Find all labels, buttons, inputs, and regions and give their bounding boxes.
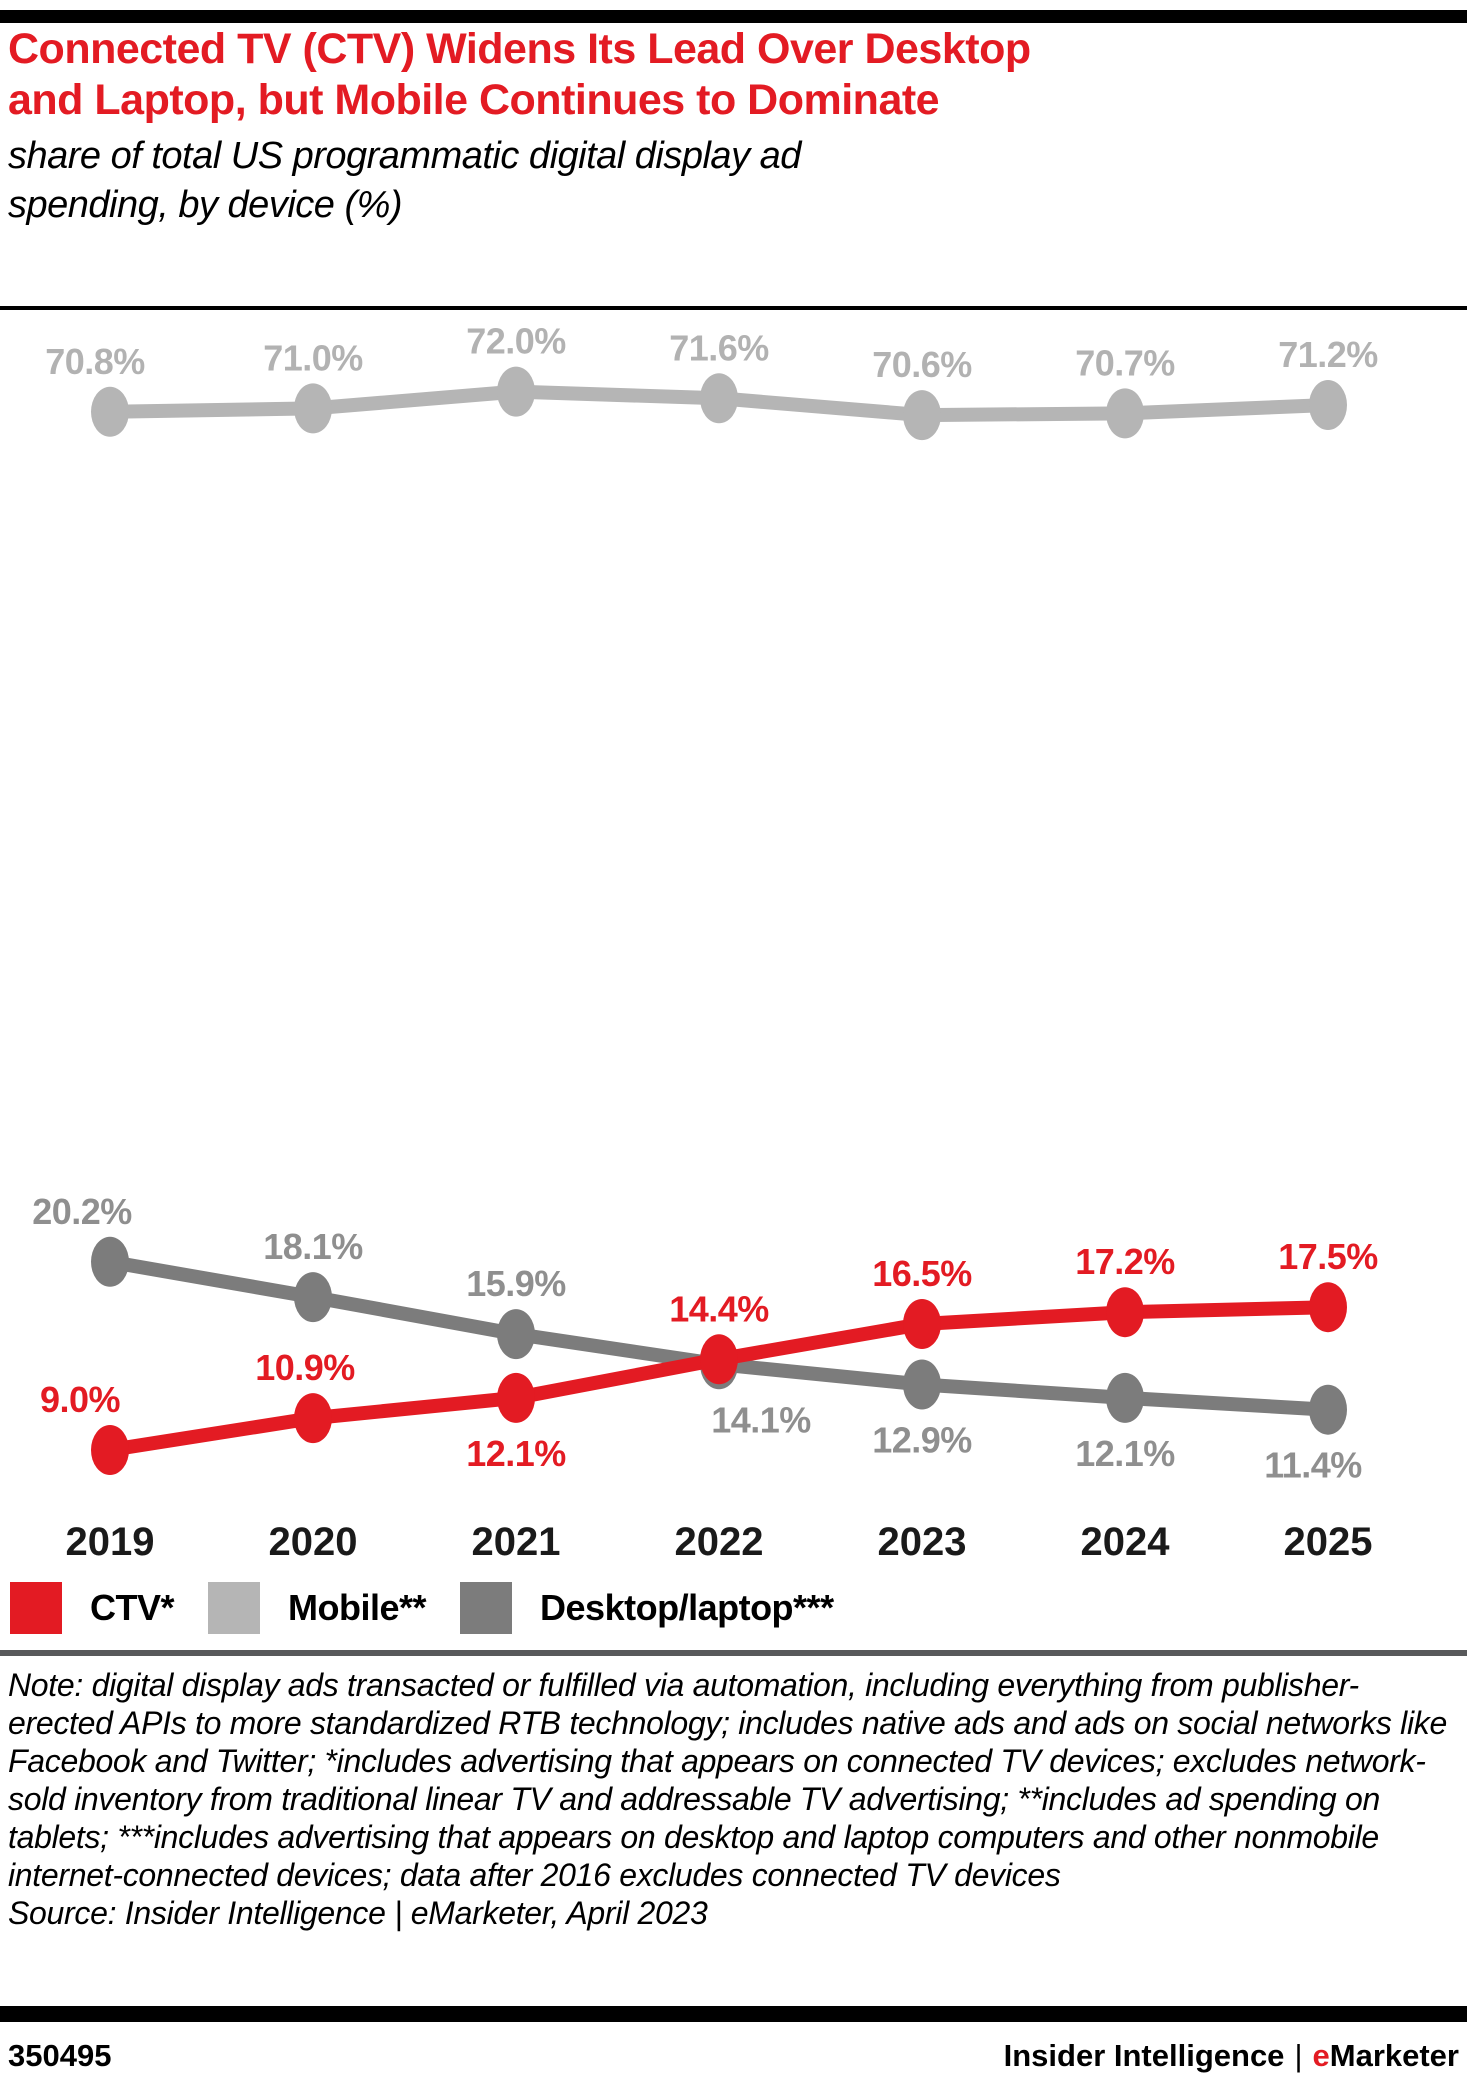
data-point [700, 1334, 738, 1384]
data-point [497, 367, 535, 417]
chart-subtitle-line1: share of total US programmatic digital display ad [8, 135, 801, 177]
data-label: 14.4% [669, 1288, 769, 1330]
data-label: 15.9% [466, 1263, 566, 1305]
data-label: 72.0% [466, 320, 566, 362]
data-point [497, 1309, 535, 1359]
chart-subtitle [8, 132, 1458, 230]
data-label: 20.2% [32, 1190, 132, 1232]
top-divider-bar [0, 10, 1467, 23]
header-divider [0, 306, 1467, 310]
footnote-text: Note: digital display ads transacted or fulfilled via automation, including everything from publisher-erected APIs to more standardized RTB technology; includes native ads and ads on social networks like Facebook and Twitter; *includes advertising that appears on connected TV devices; excludes network-sold inventory from traditional linear TV and addressable TV advertising; **includes ad spending on tablets; ***includes advertising that appears on desktop and laptop computers and other nonmobile internet-connected devices; data after 2016 excludes connected TV devices [8, 1667, 1447, 1893]
chart-subtitle-line2: spending, by device (%) [8, 184, 403, 226]
footnote [8, 1666, 1448, 1932]
chart-title-line2: and Laptop, but Mobile Continues to Dominate [8, 76, 940, 124]
data-point [1106, 1373, 1144, 1423]
data-label: 17.5% [1278, 1236, 1378, 1278]
data-point [1309, 1282, 1347, 1332]
brand-insider-intelligence: Insider Intelligence [1003, 2038, 1285, 2073]
data-label: 16.5% [872, 1253, 972, 1294]
data-point [294, 383, 332, 433]
chart-id: 350495 [8, 2038, 112, 2073]
data-label: 14.1% [711, 1399, 811, 1441]
legend-divider [0, 1650, 1467, 1656]
data-label: 10.9% [255, 1347, 355, 1389]
data-label: 12.9% [872, 1419, 972, 1461]
brand-separator: | [1294, 2038, 1303, 2073]
data-label: 71.2% [1278, 334, 1378, 375]
x-axis-label: 2021 [471, 1520, 561, 1564]
legend-label-desktop: Desktop/laptop*** [540, 1587, 834, 1628]
legend-item-mobile [208, 1582, 426, 1634]
footer [8, 2038, 1459, 2074]
x-axis-label: 2023 [877, 1520, 967, 1564]
data-label: 70.8% [45, 340, 145, 382]
x-axis-label: 2024 [1080, 1520, 1170, 1564]
legend-item-desktop [460, 1582, 834, 1634]
bottom-divider-bar [0, 2006, 1467, 2022]
data-label: 70.7% [1075, 342, 1175, 384]
data-label: 17.2% [1075, 1241, 1175, 1283]
data-point [903, 390, 941, 440]
brand-lockup [1004, 2038, 1459, 2074]
data-point [903, 1360, 941, 1410]
data-point [903, 1299, 941, 1349]
data-label: 18.1% [263, 1226, 363, 1268]
data-label: 71.6% [669, 327, 769, 369]
data-point [294, 1393, 332, 1443]
x-axis-label: 2025 [1283, 1520, 1373, 1564]
chart-title-line1: Connected TV (CTV) Widens Its Lead Over Desktop [8, 25, 1031, 73]
data-label: 70.6% [872, 344, 972, 386]
chart-title [8, 24, 1458, 126]
legend-label-mobile: Mobile** [288, 1587, 427, 1628]
x-axis-label: 2019 [65, 1520, 155, 1564]
data-label: 12.1% [1075, 1432, 1175, 1474]
data-point [497, 1373, 535, 1423]
line-chart [0, 320, 1467, 1570]
data-point [91, 1425, 129, 1475]
data-point [1309, 380, 1347, 430]
data-label: 9.0% [39, 1379, 121, 1420]
legend-swatch-desktop [460, 1582, 512, 1634]
data-point [294, 1272, 332, 1322]
data-point [1309, 1385, 1347, 1435]
data-point [1106, 1287, 1144, 1337]
legend-item-ctv [10, 1582, 174, 1634]
data-point [1106, 388, 1144, 438]
data-label: 11.4% [1264, 1444, 1362, 1486]
data-point [91, 387, 129, 437]
source-text: Source: Insider Intelligence | eMarketer, April 2023 [8, 1895, 708, 1931]
chart-legend [10, 1582, 868, 1634]
data-point [91, 1237, 129, 1287]
legend-label-ctv: CTV* [90, 1587, 175, 1628]
x-axis-label: 2022 [674, 1520, 764, 1564]
brand-emarketer-e: e [1312, 2038, 1330, 2073]
legend-swatch-ctv [10, 1582, 62, 1634]
brand-emarketer-rest: Marketer [1329, 2038, 1459, 2073]
data-point [700, 373, 738, 423]
legend-swatch-mobile [208, 1582, 260, 1634]
data-label: 12.1% [466, 1432, 566, 1474]
data-label: 71.0% [263, 337, 363, 379]
x-axis-label: 2020 [268, 1520, 358, 1564]
